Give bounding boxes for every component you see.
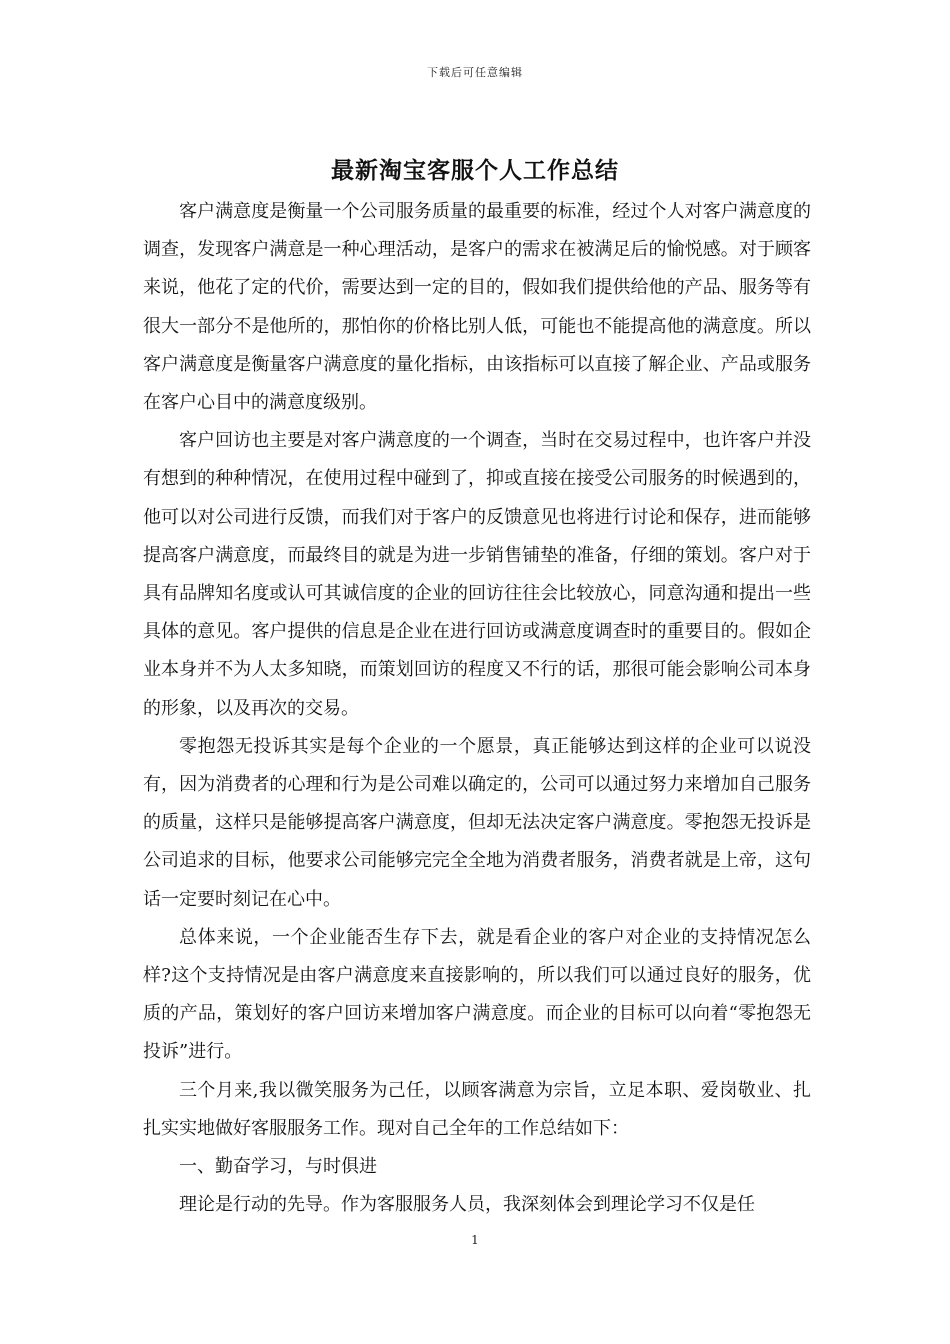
paragraph-zero-complaints: 零抱怨无投诉其实是每个企业的一个愿景，真正能够达到这样的企业可以说没有，因为消费者的心理和行为是公司难以确定的，公司可以通过努力来增加自己服务的质量，这样只是能够提高客户满意度，但却无法决定客户满意度。零抱怨无投诉是公司追求的目标，他要求公司能够完完全全地为消费者服务，消费者就是上帝，这句话一定要时刻记在心中。 (143, 735, 811, 910)
section-heading-study: 一、勤奋学习，与时俱进 (179, 1156, 377, 1178)
paragraph-theory: 理论是行动的先导。作为客服服务人员，我深刻体会到理论学习不仅是任 (179, 1194, 755, 1216)
paragraph-overall: 总体来说，一个企业能否生存下去，就是看企业的客户对企业的支持情况怎么样?这个支持情况是由客户满意度来直接影响的，所以我们可以通过良好的服务，优质的产品，策划好的客户回访来增加客户满意度。而企业的目标可以向着“零抱怨无投诉”进行。 (143, 926, 811, 1063)
paragraph-customer-revisit: 客户回访也主要是对客户满意度的一个调查，当时在交易过程中，也许客户并没有想到的种种情况，在使用过程中碰到了，抑或直接在接受公司服务的时候遇到的，他可以对公司进行反馈，而我们对于客户的反馈意见也将进行讨论和保存，进而能够提高客户满意度，而最终目的就是为进一步销售铺垫的准备，仔细的策划。客户对于具有品牌知名度或认可其诚信度的企业的回访往往会比较放心，同意沟通和提出一些具体的意见。客户提供的信息是企业在进行回访或满意度调查时的重要目的。假如企业本身并不为人太多知晓，而策划回访的程度又不行的话，那很可能会影响公司本身的形象，以及再次的交易。 (143, 430, 811, 719)
page-header-note: 下载后可任意编辑 (427, 66, 523, 79)
paragraph-satisfaction: 客户满意度是衡量一个公司服务质量的最重要的标准，经过个人对客户满意度的调查，发现客户满意是一种心理活动，是客户的需求在被满足后的愉悦感。对于顾客来说，他花了定的代价，需要达到一定的目的，假如我们提供给他的产品、服务等有很大一部分不是他所的，那怕你的价格比别人低，可能也不能提高他的满意度。所以客户满意度是衡量客户满意度的量化指标，由该指标可以直接了解企业、产品或服务在客户心目中的满意度级别。 (143, 201, 811, 414)
page-number: 1 (471, 1233, 479, 1247)
paragraph-three-months: 三个月来,我以微笑服务为己任，以顾客满意为宗旨，立足本职、爱岗敬业、扎扎实实地做好客服服务工作。现对自己全年的工作总结如下： (143, 1079, 811, 1139)
document-title: 最新淘宝客服个人工作总结 (331, 157, 619, 184)
document-body (143, 193, 811, 1224)
